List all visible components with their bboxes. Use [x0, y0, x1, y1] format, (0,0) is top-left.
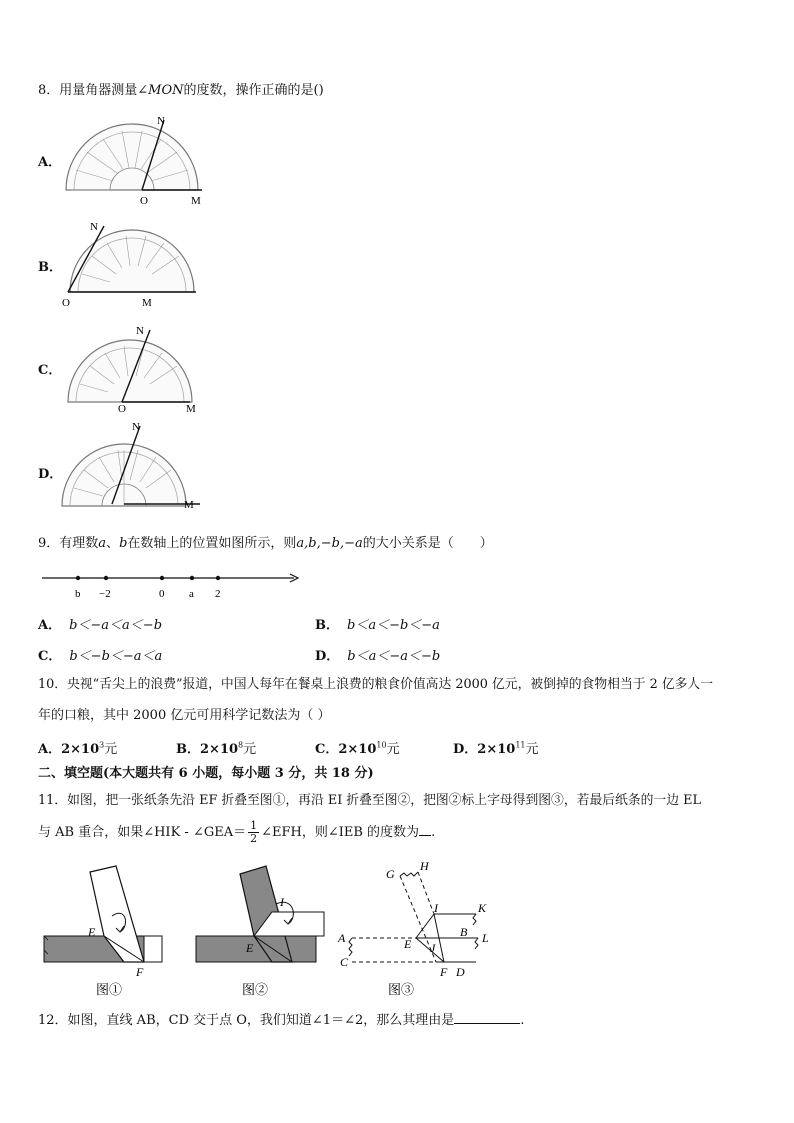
- label-g: G: [386, 867, 395, 881]
- point-a: [190, 576, 194, 580]
- label-h: H: [420, 859, 429, 873]
- q9-choice-c: [38, 645, 162, 664]
- q12-answer-blank[interactable]: [454, 1011, 520, 1024]
- q10-choice-d-unit: 元: [525, 742, 539, 757]
- q11-line-1: 11．如图，把一张纸条先沿 EF 折叠至图①，再沿 EI 折叠至图②，把图②标上字母得到图③，若最后纸条的一边 EL: [38, 793, 701, 808]
- q9-choice-d-label: D．: [315, 649, 340, 664]
- q10-choice-a-unit: 元: [104, 742, 118, 757]
- question-12: [38, 1011, 524, 1030]
- q8-option-a-figure: [60, 112, 210, 207]
- q8-option-c-figure: [64, 322, 204, 416]
- q11-figure-1: [40, 860, 170, 1000]
- edge-ei: [416, 914, 434, 938]
- point-neg2: [104, 576, 108, 580]
- tick-label-2: 2: [215, 588, 221, 600]
- label-m: M: [184, 499, 194, 510]
- q12-end: .: [520, 1013, 525, 1028]
- strip-end: [144, 936, 162, 962]
- label-o: O: [140, 195, 148, 207]
- edge-hi-dashed: [418, 872, 434, 914]
- q9-choice-c-text: b＜−b＜−a＜a: [69, 649, 163, 664]
- label-b: B: [460, 925, 468, 939]
- q10-line-2: 年的口粮，其中 2000 亿元可用科学记数法为（ ）: [38, 708, 331, 723]
- q11-fraction-num: 1: [250, 819, 258, 832]
- q9-number-line: [38, 568, 304, 602]
- q10-choice-a-exp: 3: [99, 740, 105, 750]
- break-marks: [349, 914, 478, 956]
- q10-choice-a-label: A．: [38, 742, 62, 757]
- label-d: D: [456, 965, 465, 979]
- q10-choice-b-exp: 8: [238, 740, 244, 750]
- q9-choice-b-label: B．: [315, 618, 339, 633]
- label-o: O: [62, 297, 70, 309]
- q11-fraction-den: 2: [250, 832, 258, 845]
- label-f: F: [440, 965, 448, 979]
- q10-choice-d-base: 2×10: [477, 742, 516, 757]
- q10-choice-b-label: B．: [176, 742, 200, 757]
- q10-choice-d: [453, 738, 539, 757]
- label-n: N: [136, 325, 144, 337]
- q8-option-d-label: D．: [38, 467, 63, 482]
- label-c: C: [340, 955, 349, 969]
- q11-figure-3: [336, 856, 496, 1000]
- q9-sep: 、: [106, 536, 120, 551]
- q8-option-b-figure: [60, 218, 200, 310]
- point-b: [76, 576, 80, 580]
- protractor-body: [68, 340, 192, 402]
- q9-choice-a-label: A．: [38, 618, 62, 633]
- label-o: O: [118, 403, 126, 415]
- label-i: I: [280, 895, 284, 909]
- point-zero: [160, 576, 164, 580]
- question-9-stem: [38, 535, 493, 553]
- q8-option-d-figure: [60, 418, 210, 510]
- tick-label-b: b: [75, 588, 81, 600]
- q9-choice-a-text: b＜−a＜a＜−b: [69, 618, 163, 633]
- label-l: L: [482, 931, 489, 945]
- q9-stem-c: 的大小关系是（ ）: [362, 536, 493, 551]
- q11-line-2-b: ∠EFH，则∠IEB 的度数为: [261, 825, 420, 840]
- q11-line-2: [38, 818, 435, 848]
- q10-choice-c: [315, 738, 400, 757]
- label-m: M: [186, 403, 196, 415]
- section-2-heading: 二、填空题(本大题共有 6 小题，每小题 3 分，共 18 分): [38, 766, 374, 781]
- q9-expr: a,b,−b,−a: [296, 536, 363, 551]
- label-m: M: [142, 297, 152, 309]
- label-j: J: [430, 941, 436, 955]
- q11-answer-blank[interactable]: [419, 823, 431, 836]
- label-n: N: [132, 421, 140, 433]
- q10-choice-b-unit: 元: [243, 742, 257, 757]
- q10-choice-d-label: D．: [453, 742, 478, 757]
- q8-option-c-label: C．: [38, 363, 62, 378]
- q10-choice-c-unit: 元: [386, 742, 400, 757]
- q8-stem-end: 的度数，操作正确的是(): [183, 83, 324, 98]
- q10-choice-a: [38, 738, 117, 757]
- label-n: N: [157, 115, 165, 127]
- figure-2-caption: 图②: [242, 982, 269, 997]
- q9-var-b: b: [119, 536, 128, 551]
- point-2: [216, 576, 220, 580]
- label-i: I: [434, 901, 438, 915]
- protractor-body: [66, 124, 198, 190]
- label-m: M: [191, 195, 201, 207]
- tick-label-a: a: [189, 588, 194, 600]
- q11-line-2-c: .: [431, 825, 436, 840]
- tick-label-neg2: −2: [99, 588, 111, 600]
- q9-choice-b: [315, 614, 440, 633]
- q8-angle: ∠MON: [137, 83, 184, 98]
- q11-line-2-a: 与 AB 重合，如果∠HIK - ∠GEA＝: [38, 825, 247, 840]
- figure-3-caption: 图③: [388, 982, 415, 997]
- q10-choice-c-base: 2×10: [338, 742, 377, 757]
- q9-stem-b: 在数轴上的位置如图所示，则: [127, 536, 297, 551]
- q10-choice-c-label: C．: [315, 742, 339, 757]
- label-f: F: [136, 965, 144, 979]
- q12-text: 12．如图，直线 AB，CD 交于点 O，我们知道∠1＝∠2，那么其理由是: [38, 1013, 455, 1028]
- q10-choice-a-base: 2×10: [61, 742, 100, 757]
- q11-figure-2: [192, 860, 332, 1000]
- label-a: A: [338, 931, 346, 945]
- q8-option-a-label: A．: [38, 155, 62, 170]
- protractor-body: [70, 230, 194, 292]
- question-8-stem: [38, 82, 324, 100]
- figure-1-caption: 图①: [96, 982, 123, 997]
- q10-choice-b: [176, 738, 256, 757]
- q9-var-a: a: [98, 536, 107, 551]
- label-e: E: [404, 937, 412, 951]
- q10-choice-b-base: 2×10: [200, 742, 239, 757]
- q10-choice-d-exp: 11: [515, 740, 526, 750]
- break-mark-gh: [400, 872, 418, 876]
- q8-option-b-label: B．: [38, 260, 62, 275]
- q9-choice-b-text: b＜a＜−b＜−a: [347, 618, 440, 633]
- label-k: K: [478, 901, 487, 915]
- q9-stem-a: 9．有理数: [38, 536, 99, 551]
- q9-choice-d: [315, 645, 440, 664]
- q9-choice-d-text: b＜a＜−a＜−b: [347, 649, 441, 664]
- q10-choice-c-exp: 10: [376, 740, 387, 750]
- label-e: E: [246, 941, 254, 955]
- q9-choice-a: [38, 614, 162, 633]
- q9-choice-c-label: C．: [38, 649, 62, 664]
- label-n: N: [90, 221, 98, 233]
- tick-label-zero: 0: [159, 588, 165, 600]
- q10-line-1: 10．央视“舌尖上的浪费”报道，中国人每年在餐桌上浪费的粮食价值高达 2000 亿元，被倒掉的食物相当于 2 亿多人一: [38, 677, 714, 692]
- q11-fraction: [248, 820, 259, 845]
- label-e: E: [88, 925, 96, 939]
- q8-stem-start: 8．用量角器测量: [38, 83, 138, 98]
